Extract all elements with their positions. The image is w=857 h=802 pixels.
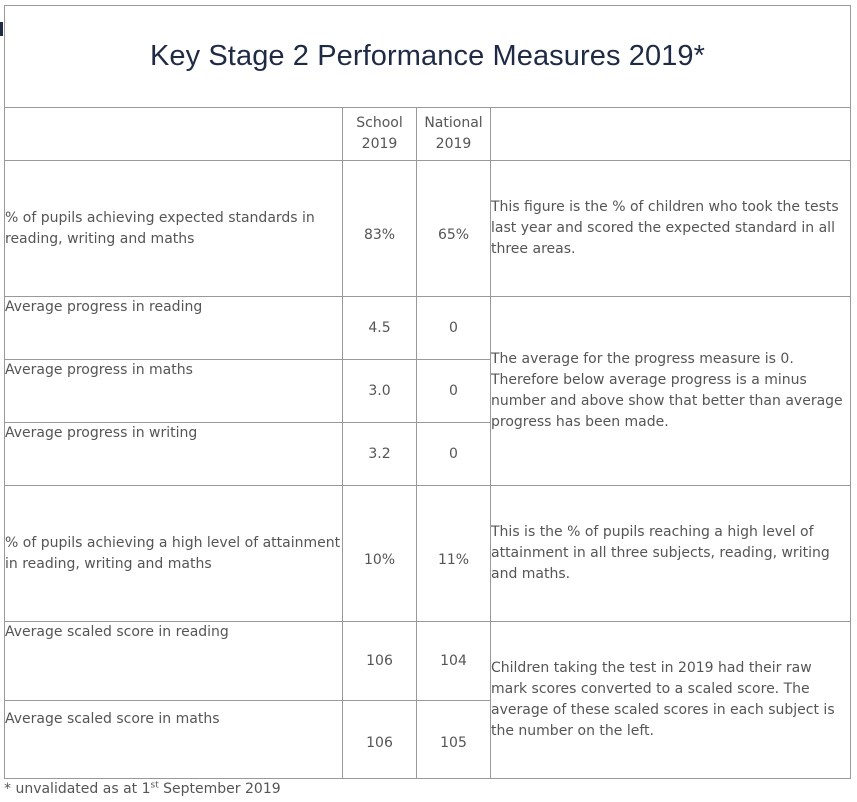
header-note-blank-cell bbox=[491, 108, 851, 161]
footnote-suffix: September 2019 bbox=[158, 781, 281, 797]
table-row bbox=[5, 622, 851, 701]
national-value: 0 bbox=[417, 360, 491, 423]
table-row bbox=[5, 297, 851, 360]
header-school bbox=[343, 108, 417, 161]
row-label: Average progress in maths bbox=[5, 360, 343, 423]
page-title: Key Stage 2 Performance Measures 2019* bbox=[5, 6, 851, 108]
row-note: Children taking the test in 2019 had their raw mark scores converted to a scaled score. The average of these scaled scores in each subject is the number on the left. bbox=[491, 622, 851, 779]
school-value: 3.0 bbox=[343, 360, 417, 423]
column-header-row bbox=[5, 108, 851, 161]
row-label: Average progress in writing bbox=[5, 423, 343, 486]
national-value: 11% bbox=[417, 486, 491, 622]
school-value: 10% bbox=[343, 486, 417, 622]
header-national-line1: National bbox=[424, 115, 483, 131]
performance-table bbox=[4, 5, 851, 779]
row-label: Average scaled score in maths bbox=[5, 701, 343, 779]
national-value: 104 bbox=[417, 622, 491, 701]
header-national-line2: 2019 bbox=[435, 136, 472, 152]
school-value: 83% bbox=[343, 161, 417, 297]
row-label: Average scaled score in reading bbox=[5, 622, 343, 701]
row-note: This is the % of pupils reaching a high level of attainment in all three subjects, reading, writing and maths. bbox=[491, 486, 851, 622]
national-value: 105 bbox=[417, 701, 491, 779]
table-row bbox=[5, 486, 851, 622]
left-edge-fragment bbox=[0, 22, 3, 36]
school-value: 106 bbox=[343, 701, 417, 779]
table-row bbox=[5, 161, 851, 297]
row-label: Average progress in reading bbox=[5, 297, 343, 360]
footnote bbox=[4, 778, 281, 800]
national-value: 65% bbox=[417, 161, 491, 297]
row-label: % of pupils achieving a high level of attainment in reading, writing and maths bbox=[5, 486, 343, 622]
row-label: % of pupils achieving expected standards in reading, writing and maths bbox=[5, 161, 343, 297]
national-value: 0 bbox=[417, 297, 491, 360]
header-school-line1: School bbox=[356, 115, 403, 131]
school-value: 4.5 bbox=[343, 297, 417, 360]
school-value: 106 bbox=[343, 622, 417, 701]
header-national bbox=[417, 108, 491, 161]
header-blank-cell bbox=[5, 108, 343, 161]
header-school-line2: 2019 bbox=[361, 136, 398, 152]
row-note: This figure is the % of children who took the tests last year and scored the expected standard in all three areas. bbox=[491, 161, 851, 297]
footnote-ordinal: st bbox=[150, 780, 159, 791]
title-row bbox=[5, 6, 851, 108]
footnote-prefix: * unvalidated as at 1 bbox=[4, 781, 151, 797]
national-value: 0 bbox=[417, 423, 491, 486]
row-note: The average for the progress measure is 0. Therefore below average progress is a minus number and above show that better than average progress has been made. bbox=[491, 297, 851, 486]
school-value: 3.2 bbox=[343, 423, 417, 486]
